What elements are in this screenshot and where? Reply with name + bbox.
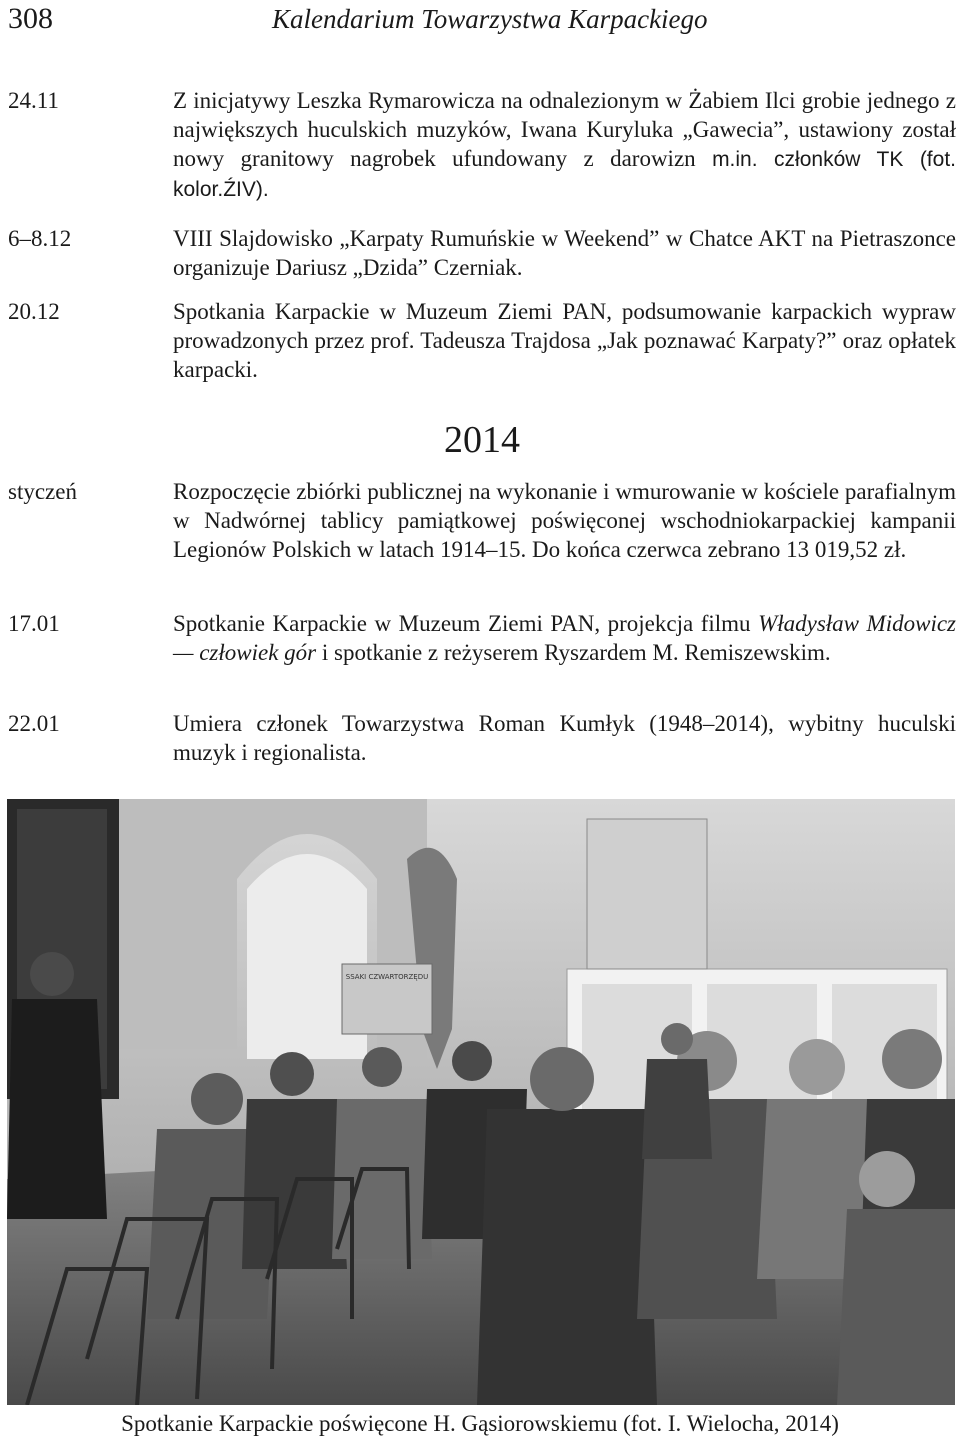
entry-text: VIII Slajdowisko „Karpaty Rumuńskie w Weekend” w Chatce AKT na Pietraszonce organizuje Dariusz „Dzida” Czerniak. bbox=[173, 226, 956, 280]
entry-date: 20.12 bbox=[8, 299, 60, 324]
entry-text bbox=[173, 86, 956, 204]
entry-text: Rozpoczęcie zbiórki publicznej na wykonanie i wmurowanie w kościele parafialnym w Nadwórnej tablicy pamiątkowej poświęconej wschodniokarpackiej kampanii Legionów Polskich w latach 1914–15. Do końca czerwca zebrano 13 019,52 zł. bbox=[173, 479, 956, 562]
speaker-body bbox=[7, 999, 107, 1219]
entry-date: styczeń bbox=[8, 479, 77, 504]
entry-date: 17.01 bbox=[8, 611, 60, 636]
meeting-photo-illustration bbox=[7, 799, 955, 1405]
page-header bbox=[0, 0, 960, 44]
entry-text-before: Spotkanie Karpackie w Muzeum Ziemi PAN, projekcja filmu bbox=[173, 611, 759, 636]
entry-date: 24.11 bbox=[8, 88, 59, 113]
page-number: 308 bbox=[8, 2, 53, 35]
photo-caption: Spotkanie Karpackie poświęcone H. Gąsiorowskiemu (fot. I. Wielocha, 2014) bbox=[121, 1411, 839, 1436]
entry-text-sans: m.in. członków TK (fot. kolor.ŹIV). bbox=[173, 148, 956, 201]
entry-date: 22.01 bbox=[8, 711, 60, 736]
entry-text-after: i spotkanie z reżyserem Ryszardem M. Remiszewskim. bbox=[316, 640, 831, 665]
year-heading bbox=[0, 418, 960, 462]
exhibit-sign-text: SSAKI CZWARTORZĘDU bbox=[345, 973, 429, 981]
year-heading-text: 2014 bbox=[444, 419, 520, 461]
entry-date: 6–8.12 bbox=[8, 226, 72, 251]
running-title: Kalendarium Towarzystwa Karpackiego bbox=[272, 4, 708, 34]
entry-text: Spotkania Karpackie w Muzeum Ziemi PAN, podsumowanie karpackich wypraw prowadzonych przez prof. Tadeusza Trajdosa „Jak poznawać Karpaty?” oraz opłatek karpacki. bbox=[173, 299, 956, 382]
entry-text-main: Z inicjatywy Leszka Rymarowicza na odnalezionym w Żabiem Ilci grobie jednego z największych huculskich muzyków, Iwana Kuryluka „Gawecia”, ustawiony został nowy granitowy nagrobek ufundowany z darowizn bbox=[173, 88, 956, 171]
wall-cabinet bbox=[587, 819, 707, 969]
speaker-head bbox=[30, 952, 74, 996]
film-title: Władysław Midowicz — człowiek gór bbox=[173, 611, 956, 665]
meeting-photo bbox=[7, 799, 955, 1405]
entry-text bbox=[173, 609, 956, 667]
entry-text: Umiera członek Towarzystwa Roman Kumłyk (1948–2014), wybitny huculski muzyk i regionalista. bbox=[173, 711, 956, 765]
